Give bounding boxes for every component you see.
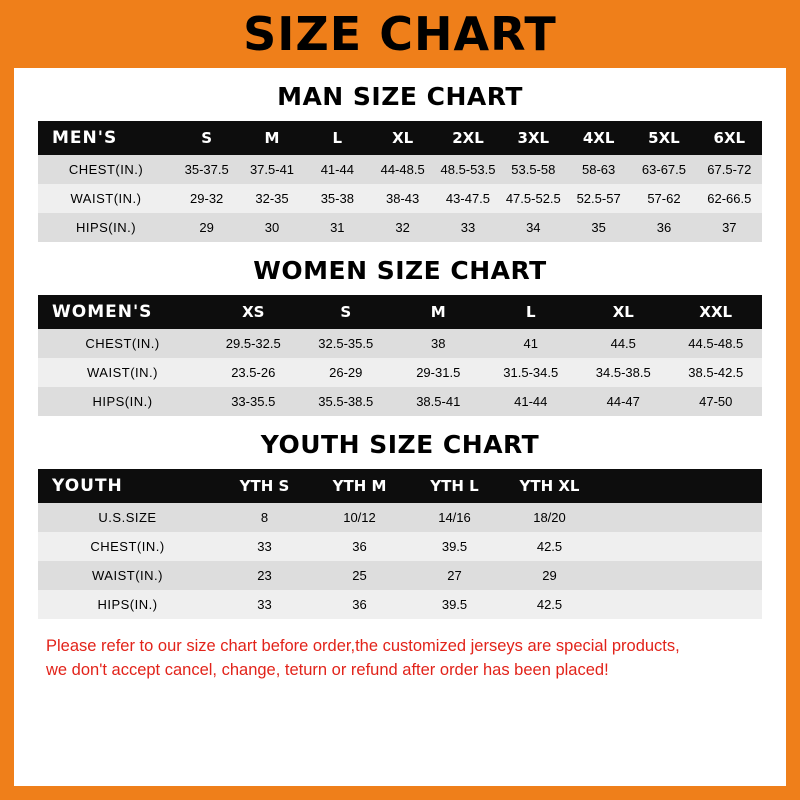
men-row-label-waist: WAIST(IN.) <box>38 184 174 213</box>
youth-chest-m: 36 <box>312 532 407 561</box>
men-hips-5xl: 36 <box>631 213 696 242</box>
men-table-header <box>38 121 762 155</box>
women-col-l: L <box>485 295 578 329</box>
women-row-label-hips: HIPS(IN.) <box>38 387 207 416</box>
youth-waist-l: 27 <box>407 561 502 590</box>
women-chest-xxl: 44.5-48.5 <box>670 329 763 358</box>
men-waist-s: 29-32 <box>174 184 239 213</box>
youth-row-label-chest: CHEST(IN.) <box>38 532 217 561</box>
men-table-body <box>38 155 762 242</box>
women-col-xl: XL <box>577 295 670 329</box>
women-hips-s: 35.5-38.5 <box>300 387 393 416</box>
women-size-table <box>38 295 762 416</box>
women-chest-m: 38 <box>392 329 485 358</box>
table-header-row <box>38 295 762 329</box>
men-col-3xl: 3XL <box>501 121 566 155</box>
youth-row-label-hips: HIPS(IN.) <box>38 590 217 619</box>
men-row-label-hips: HIPS(IN.) <box>38 213 174 242</box>
bottom-accent-bar <box>0 786 800 800</box>
men-waist-m: 32-35 <box>239 184 304 213</box>
table-row <box>38 358 762 387</box>
women-waist-xs: 23.5-26 <box>207 358 300 387</box>
men-corner-label: MEN'S <box>38 121 174 155</box>
men-chest-4xl: 58-63 <box>566 155 631 184</box>
men-waist-l: 35-38 <box>305 184 370 213</box>
men-col-4xl: 4XL <box>566 121 631 155</box>
youth-corner-label: YOUTH <box>38 469 217 503</box>
men-col-s: S <box>174 121 239 155</box>
men-waist-2xl: 43-47.5 <box>435 184 500 213</box>
youth-row-label-waist: WAIST(IN.) <box>38 561 217 590</box>
women-chest-l: 41 <box>485 329 578 358</box>
youth-chest-xl: 42.5 <box>502 532 597 561</box>
men-waist-4xl: 52.5-57 <box>566 184 631 213</box>
youth-waist-s: 23 <box>217 561 312 590</box>
women-table-header <box>38 295 762 329</box>
women-col-s: S <box>300 295 393 329</box>
youth-col-xl: YTH XL <box>502 469 597 503</box>
women-waist-m: 29-31.5 <box>392 358 485 387</box>
youth-ussize-l: 14/16 <box>407 503 502 532</box>
men-chest-xl: 44-48.5 <box>370 155 435 184</box>
women-waist-s: 26-29 <box>300 358 393 387</box>
table-header-row <box>38 121 762 155</box>
women-chest-xl: 44.5 <box>577 329 670 358</box>
youth-row-label-ussize: U.S.SIZE <box>38 503 217 532</box>
women-col-xxl: XXL <box>670 295 763 329</box>
men-hips-s: 29 <box>174 213 239 242</box>
women-hips-l: 41-44 <box>485 387 578 416</box>
men-hips-4xl: 35 <box>566 213 631 242</box>
women-chest-xs: 29.5-32.5 <box>207 329 300 358</box>
youth-chest-l: 39.5 <box>407 532 502 561</box>
men-hips-6xl: 37 <box>697 213 762 242</box>
youth-col-s: YTH S <box>217 469 312 503</box>
men-chest-s: 35-37.5 <box>174 155 239 184</box>
men-hips-2xl: 33 <box>435 213 500 242</box>
men-waist-5xl: 57-62 <box>631 184 696 213</box>
men-hips-xl: 32 <box>370 213 435 242</box>
page-title: SIZE CHART <box>243 7 557 61</box>
men-waist-xl: 38-43 <box>370 184 435 213</box>
order-policy-note-line1: Please refer to our size chart before order,the customized jerseys are special products, <box>46 637 680 655</box>
youth-waist-m: 25 <box>312 561 407 590</box>
women-waist-xxl: 38.5-42.5 <box>670 358 763 387</box>
men-chest-5xl: 63-67.5 <box>631 155 696 184</box>
women-hips-m: 38.5-41 <box>392 387 485 416</box>
men-waist-6xl: 62-66.5 <box>697 184 762 213</box>
youth-size-table <box>38 469 762 619</box>
women-section-title: WOMEN SIZE CHART <box>253 256 547 285</box>
men-section-title: MAN SIZE CHART <box>277 82 523 111</box>
men-col-l: L <box>305 121 370 155</box>
youth-ussize-empty <box>597 503 762 532</box>
men-chest-6xl: 67.5-72 <box>697 155 762 184</box>
youth-hips-m: 36 <box>312 590 407 619</box>
men-hips-l: 31 <box>305 213 370 242</box>
women-hips-xxl: 47-50 <box>670 387 763 416</box>
table-row <box>38 503 762 532</box>
men-col-6xl: 6XL <box>697 121 762 155</box>
table-row <box>38 590 762 619</box>
men-chest-2xl: 48.5-53.5 <box>435 155 500 184</box>
women-chest-s: 32.5-35.5 <box>300 329 393 358</box>
women-col-m: M <box>392 295 485 329</box>
table-header-row <box>38 469 762 503</box>
order-policy-note-line2: we don't accept cancel, change, teturn or refund after order has been placed! <box>46 660 609 679</box>
order-policy-note <box>38 635 762 683</box>
table-row <box>38 213 762 242</box>
youth-hips-empty <box>597 590 762 619</box>
men-size-table <box>38 121 762 242</box>
women-waist-xl: 34.5-38.5 <box>577 358 670 387</box>
youth-col-m: YTH M <box>312 469 407 503</box>
men-row-label-chest: CHEST(IN.) <box>38 155 174 184</box>
youth-col-empty <box>597 469 762 503</box>
men-chest-l: 41-44 <box>305 155 370 184</box>
women-hips-xs: 33-35.5 <box>207 387 300 416</box>
women-waist-l: 31.5-34.5 <box>485 358 578 387</box>
youth-table-body <box>38 503 762 619</box>
women-row-label-waist: WAIST(IN.) <box>38 358 207 387</box>
table-row <box>38 329 762 358</box>
table-row <box>38 184 762 213</box>
men-col-xl: XL <box>370 121 435 155</box>
table-row <box>38 155 762 184</box>
youth-hips-l: 39.5 <box>407 590 502 619</box>
youth-ussize-s: 8 <box>217 503 312 532</box>
men-waist-3xl: 47.5-52.5 <box>501 184 566 213</box>
men-hips-m: 30 <box>239 213 304 242</box>
table-row <box>38 561 762 590</box>
women-table-body <box>38 329 762 416</box>
women-corner-label: WOMEN'S <box>38 295 207 329</box>
youth-col-l: YTH L <box>407 469 502 503</box>
men-hips-3xl: 34 <box>501 213 566 242</box>
youth-ussize-xl: 18/20 <box>502 503 597 532</box>
chart-content <box>14 82 786 683</box>
men-col-m: M <box>239 121 304 155</box>
youth-chest-s: 33 <box>217 532 312 561</box>
women-col-xs: XS <box>207 295 300 329</box>
youth-hips-xl: 42.5 <box>502 590 597 619</box>
youth-waist-xl: 29 <box>502 561 597 590</box>
men-chest-3xl: 53.5-58 <box>501 155 566 184</box>
men-col-2xl: 2XL <box>435 121 500 155</box>
youth-chest-empty <box>597 532 762 561</box>
page-banner <box>0 0 800 68</box>
men-chest-m: 37.5-41 <box>239 155 304 184</box>
youth-hips-s: 33 <box>217 590 312 619</box>
table-row <box>38 387 762 416</box>
youth-section-title: YOUTH SIZE CHART <box>260 430 540 459</box>
youth-table-header <box>38 469 762 503</box>
table-row <box>38 532 762 561</box>
women-row-label-chest: CHEST(IN.) <box>38 329 207 358</box>
women-hips-xl: 44-47 <box>577 387 670 416</box>
youth-ussize-m: 10/12 <box>312 503 407 532</box>
men-col-5xl: 5XL <box>631 121 696 155</box>
youth-waist-empty <box>597 561 762 590</box>
